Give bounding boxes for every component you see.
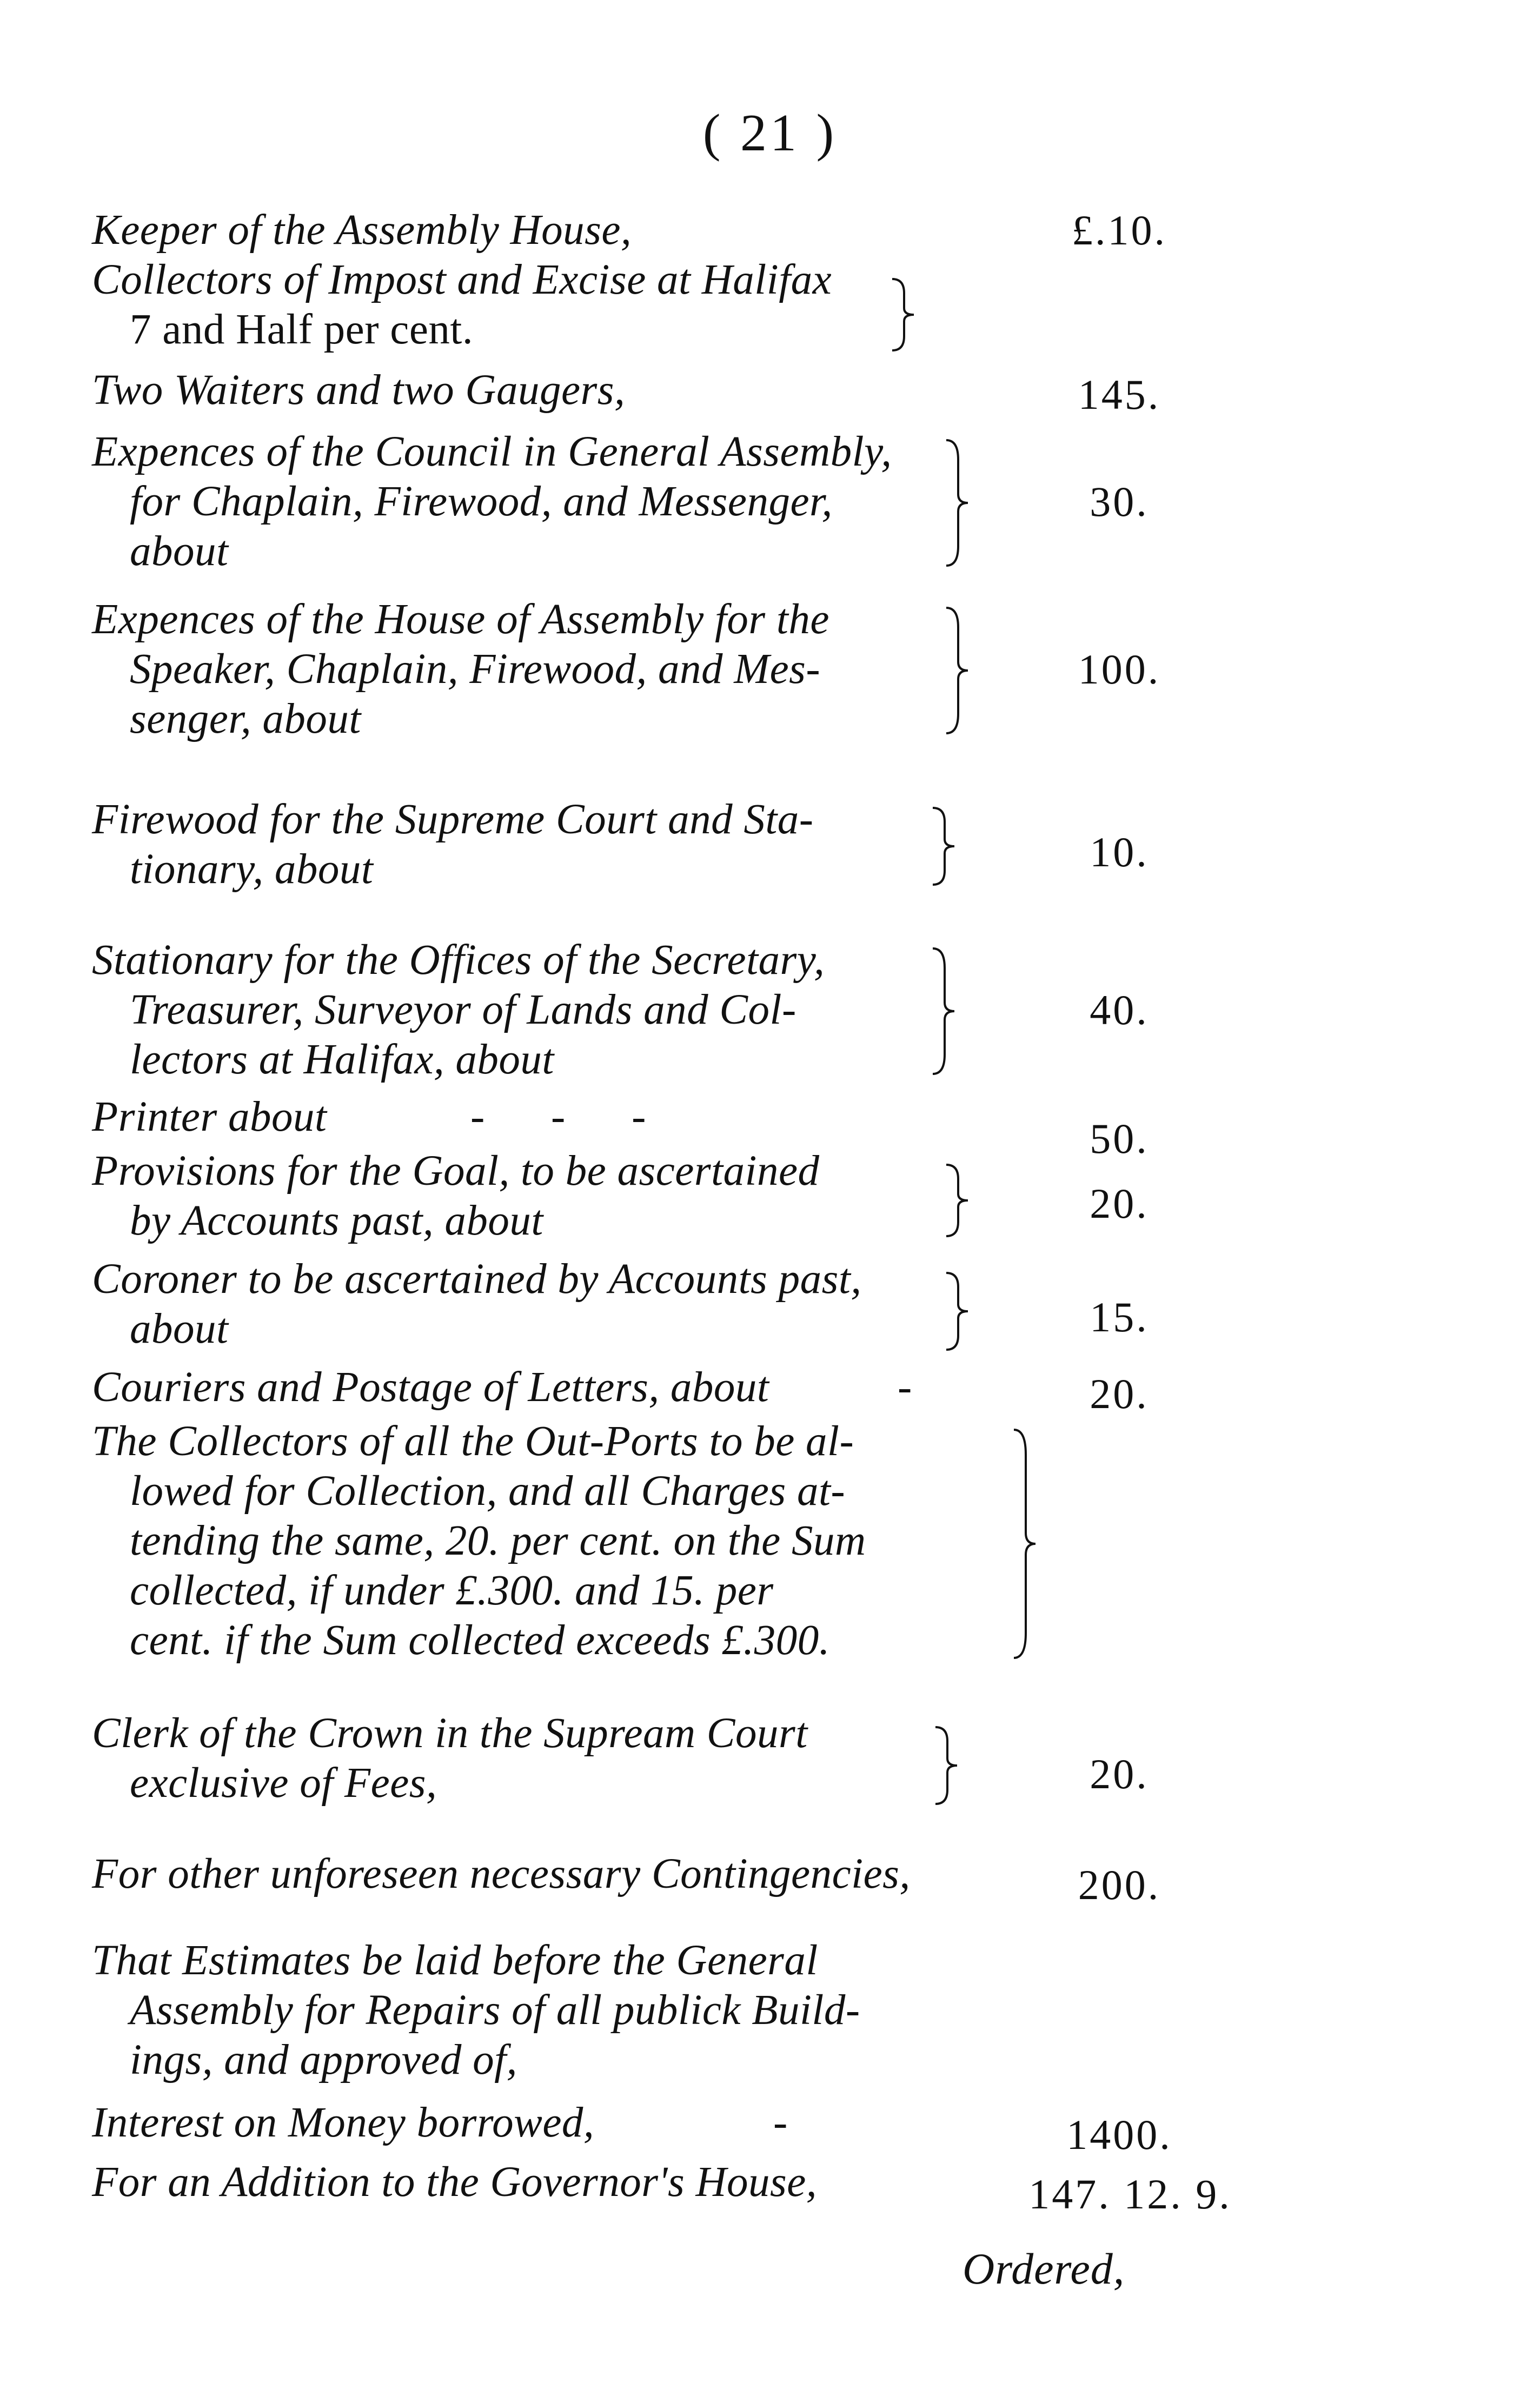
entry-estimates-repairs (92, 1936, 1444, 2085)
entry-line: Speaker, Chaplain, Firewood, and Mes- (130, 646, 821, 693)
entry-line: lowed for Collection, and all Charges at- (130, 1468, 846, 1515)
entry-governors-house (92, 2158, 1444, 2218)
entry-amount: 20. (1090, 1180, 1149, 1227)
entry-firewood-supreme-court (92, 795, 1444, 894)
entry-printer (92, 1092, 1444, 1162)
entry-keeper-assembly-house (92, 205, 1444, 255)
page-number: ( 21 ) (702, 104, 838, 162)
entry-line: Printer about (92, 1093, 327, 1140)
entry-line: senger, about (130, 695, 361, 742)
entry-amount: 40. (1090, 986, 1149, 1033)
entry-provisions-goal (92, 1146, 1444, 1246)
entry-expences-house-assembly (92, 595, 1444, 744)
entry-line: Expences of the Council in General Assembly, (92, 428, 892, 475)
entry-coroner (92, 1255, 1444, 1354)
entry-amount: 50. (1090, 1115, 1149, 1162)
entry-line-part: Expences of the House of Assembly for the (92, 596, 829, 643)
leader-dashes: - (898, 1364, 914, 1411)
entry-waiters-gaugers (92, 366, 1444, 418)
entry-line: Clerk of the Crown in the Supream Court (92, 1710, 808, 1757)
entry-line: by Accounts past, about (130, 1197, 543, 1244)
entry-line: Stationary for the Offices of the Secretary, (92, 937, 825, 984)
catchword: Ordered, (962, 2244, 1125, 2293)
curly-brace-icon (1008, 1428, 1041, 1660)
entry-stationary-offices (92, 935, 1444, 1085)
entry-line: for Chaplain, Firewood, and Messenger, (130, 478, 833, 525)
entry-line: ings, and approved of, (130, 2036, 517, 2083)
entry-line (92, 595, 925, 645)
entry-line: 7 and Half per cent. (130, 306, 474, 353)
entry-expences-council (92, 427, 1444, 576)
entry-interest-money (92, 2098, 1444, 2158)
entry-amount: 100. (1078, 646, 1161, 693)
curly-brace-icon (887, 277, 919, 353)
entry-line: tionary, about (130, 846, 374, 893)
entry-line: Coroner to be ascertained by Accounts past, (92, 1256, 862, 1303)
entry-amount: 1400. (1066, 2111, 1172, 2158)
curly-brace-icon (927, 946, 960, 1076)
entry-amount: 147. 12. 9. (1028, 2171, 1232, 2218)
entry-couriers-postage (92, 1363, 1444, 1417)
entry-amount: 20. (1090, 1750, 1149, 1797)
entry-line: The Collectors of all the Out-Ports to be al- (92, 1418, 854, 1465)
leader-dashes: - (773, 2099, 790, 2146)
entry-amount: 20. (1090, 1370, 1149, 1417)
curly-brace-icon (930, 1725, 962, 1806)
entry-collectors-impost (92, 255, 1444, 355)
entry-line: Couriers and Postage of Letters, about (92, 1364, 769, 1411)
entry-line: about (130, 1305, 229, 1352)
entry-line: lectors at Halifax, about (130, 1036, 554, 1083)
entry-line: Interest on Money borrowed, (92, 2099, 595, 2146)
entry-amount: 200. (1078, 1861, 1161, 1908)
entry-amount: £.10. (1072, 207, 1167, 254)
entry-line: Treasurer, Surveyor of Lands and Col- (130, 986, 796, 1033)
entry-line: Firewood for the Supreme Court and Sta- (92, 796, 814, 843)
entry-collectors-out-ports (92, 1417, 1444, 1665)
entry-line: collected, if under £.300. and 15. per (130, 1567, 774, 1614)
entry-amount: 145. (1078, 371, 1161, 418)
entry-line: exclusive of Fees, (130, 1760, 437, 1807)
entry-line: Assembly for Repairs of all publick Build- (130, 1987, 860, 2034)
entry-line: For an Addition to the Governor's House, (92, 2159, 818, 2206)
entry-line: Collectors of Impost and Excise at Halifax (92, 256, 832, 303)
entry-line: Keeper of the Assembly House, (92, 207, 632, 254)
entry-amount: 10. (1090, 828, 1149, 875)
entry-line: tending the same, 20. per cent. on the Sum (130, 1517, 866, 1564)
entry-unforeseen-contingencies (92, 1849, 1444, 1908)
entry-clerk-crown (92, 1709, 1444, 1808)
entry-amount: 30. (1090, 478, 1149, 525)
entry-line: For other unforeseen necessary Contingencies, (92, 1850, 911, 1897)
entry-line: about (130, 528, 229, 575)
entry-line: cent. if the Sum collected exceeds £.300. (130, 1617, 830, 1664)
entry-line: Two Waiters and two Gaugers, (92, 367, 626, 414)
entry-line: Provisions for the Goal, to be ascertained (92, 1147, 820, 1194)
entry-amount: 15. (1090, 1293, 1149, 1341)
entry-line: That Estimates be laid before the General (92, 1937, 818, 1984)
leader-dashes: - - - (470, 1093, 648, 1140)
curly-brace-icon (927, 806, 960, 887)
